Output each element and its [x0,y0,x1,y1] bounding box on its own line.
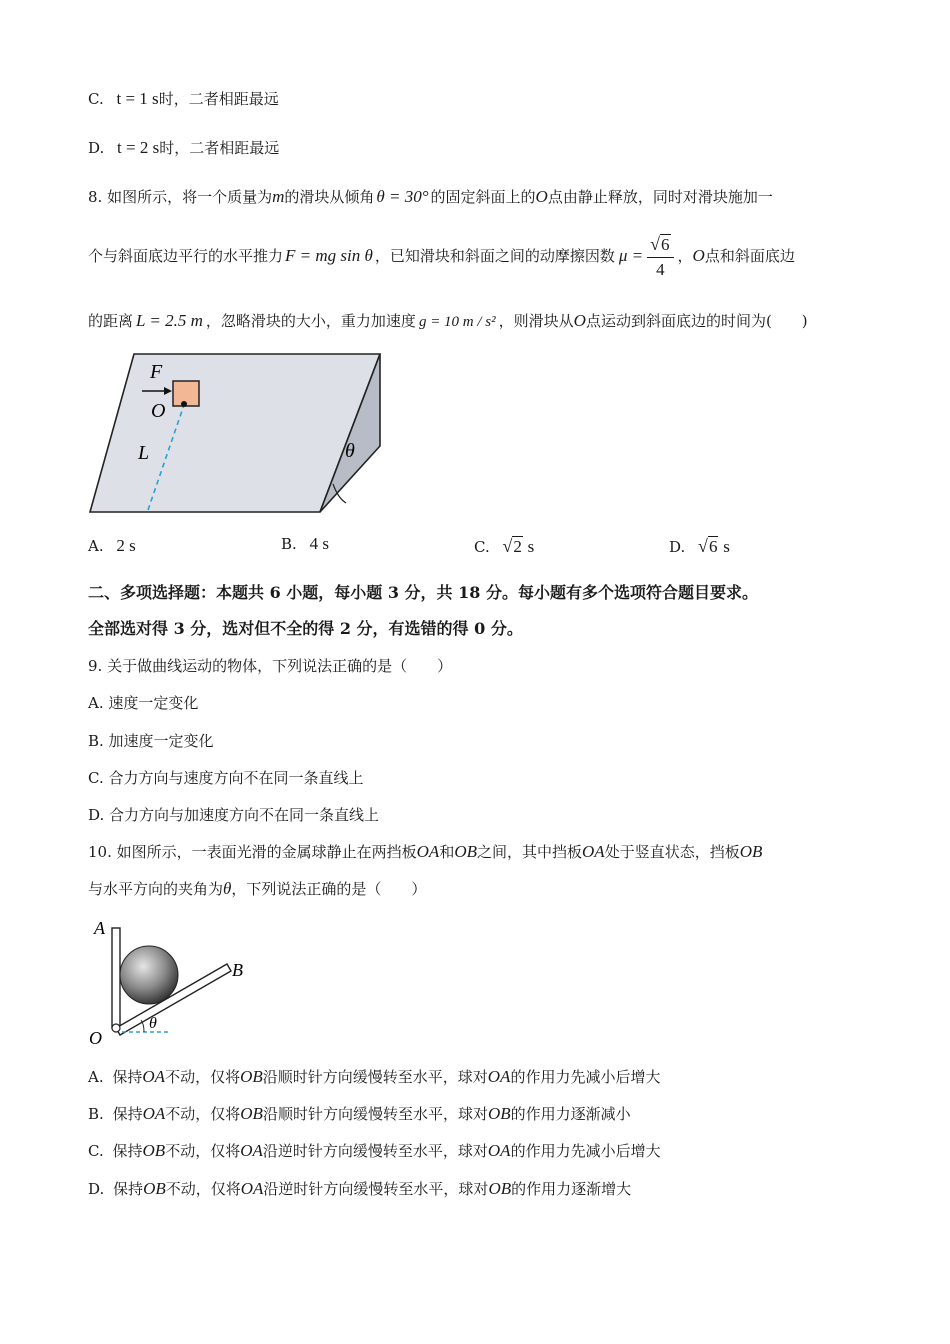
text: 个与斜面底边平行的水平推力 [88,247,284,265]
option-math: t = 2 s [117,138,160,157]
q10-option-d [88,1178,631,1199]
math: OB [143,1179,166,1198]
option-label: C. [88,90,104,108]
sqrt-sign: √ [698,536,708,556]
text: 点和斜面底边 [704,247,795,265]
text: 处于竖直状态，挡板 [604,843,740,861]
q9-option-c: C. 合力方向与速度方向不在同一条直线上 [88,769,364,787]
math-theta: θ [223,879,232,898]
text: 10. 如图所示，一表面光滑的金属球静止在两挡板 [88,843,417,861]
option-label: C. [88,1142,104,1160]
q8-stem-line3 [88,310,808,331]
q9-option-b: B. 加速度一定变化 [88,732,214,750]
text: ， [677,247,693,265]
option-unit: s [527,537,535,556]
q8-option-c [474,536,534,557]
metal-ball [120,946,178,1004]
fraction-denominator: 4 [656,260,665,279]
text: 的作用力先减小后增大 [510,1068,661,1086]
math: OA [142,1104,166,1123]
q7-option-d [88,137,279,158]
hinge-O [112,1024,120,1032]
math-OB: OB [739,842,763,861]
math: OA [240,1141,263,1160]
math: OA [240,1179,264,1198]
text: ，已知滑块和斜面之间的动摩擦因数 [374,247,615,265]
text: 不动，仅将 [165,1068,241,1086]
math-mu: μ = [618,246,644,265]
text: 不动，仅将 [165,1142,241,1160]
math-O: O [535,187,548,206]
q9-stem: 9. 关于做曲线运动的物体，下列说法正确的是（ ） [88,657,453,675]
math-OA: OA [416,842,440,861]
text: 保持 [113,1180,144,1198]
math-OB: OB [454,842,477,861]
option-label: D. [669,538,686,556]
section2-heading-line2: 全部选对得 3 分，选对但不全的得 2 分，有选错的得 0 分。 [88,619,523,638]
sqrt-sign: √ [650,234,661,254]
q9-option-a: A. 速度一定变化 [88,694,199,712]
math-O: O [692,246,705,265]
option-text: 时，二者相距最远 [158,90,279,108]
text: 保持 [112,1068,143,1086]
section2-heading-line1: 二、多项选择题：本题共 6 小题，每小题 3 分，共 18 分。每小题有多个选项符合题目要求。 [88,583,758,602]
text: 和 [439,843,455,861]
text: 点运动到斜面底边的时间为( ) [585,312,808,330]
math-L: L = 2.5 m [136,311,203,330]
label-theta: θ [149,1015,157,1032]
option-math: t = 1 s [116,89,159,108]
text: 的作用力逐渐减小 [510,1105,631,1123]
q8-option-a [88,536,136,556]
label-B: B [232,960,243,980]
text: 保持 [112,1105,143,1123]
radicand: 6 [708,537,718,556]
text: 之间，其中挡板 [477,843,583,861]
label-O: O [151,400,166,422]
q8-option-d [669,536,730,557]
option-label: B. [281,535,297,553]
text: 与水平方向的夹角为 [88,880,224,898]
text: 的距离 [88,312,134,330]
text: 不动，仅将 [165,1105,241,1123]
option-label: C. [474,538,490,556]
plate-OA [112,928,120,1028]
math: OA [487,1067,511,1086]
text: 的作用力先减小后增大 [510,1142,661,1160]
math: OA [487,1141,511,1160]
math: OB [142,1141,166,1160]
mu-fraction [647,234,673,280]
math-theta: θ = 30° [376,187,429,206]
q7-option-c [88,88,279,109]
option-value: 2 s [116,536,136,555]
text: 的作用力逐渐增大 [511,1180,632,1198]
math-OA: OA [582,842,605,861]
text: ，下列说法正确的是（ ） [231,880,427,898]
option-label: D. [88,1180,105,1198]
q8-stem-line1 [88,186,773,207]
q10-stem-line2 [88,878,426,899]
math: OA [142,1067,166,1086]
label-O: O [89,1028,102,1048]
q10-stem-line1 [88,841,762,862]
math-g: g = 10 m / s² [418,314,496,330]
math-m: m [272,187,285,206]
text: ，则滑块从 [498,312,574,330]
sqrt-sign: √ [502,536,513,556]
text: 保持 [112,1142,143,1160]
q10-plates-figure [86,912,266,1052]
label-L: L [138,442,150,464]
q10-option-b [88,1103,631,1124]
text: 沿逆时针方向缓慢转至水平，球对 [262,1142,488,1160]
label-F: F [150,361,163,383]
text: 点由静止释放，同时对滑块施加一 [547,188,773,206]
option-label: A. [88,537,104,555]
label-theta: θ [345,440,355,462]
option-label: B. [88,1105,104,1123]
math: OB [488,1179,512,1198]
q10-option-a [88,1066,660,1087]
option-label: D. [88,139,105,157]
q10-option-c [88,1140,661,1161]
q9-option-d: D. 合力方向与加速度方向不在同一条直线上 [88,806,380,824]
text: ，忽略滑块的大小，重力加速度 [205,312,416,330]
text: 的固定斜面上的 [430,188,536,206]
q8-incline-figure [86,350,386,520]
point-O-dot [181,401,187,407]
option-unit: s [723,537,730,556]
option-text: 时，二者相距最远 [159,139,280,157]
math: OB [487,1104,511,1123]
math: OB [240,1104,263,1123]
text: 沿顺时针方向缓慢转至水平，球对 [262,1105,488,1123]
option-value: 4 s [309,534,329,553]
math-F: F = mg sin θ [285,246,373,265]
text: 沿顺时针方向缓慢转至水平，球对 [262,1068,488,1086]
label-A: A [94,918,105,938]
math: OB [240,1067,263,1086]
q8-stem-line2 [88,234,795,280]
radicand: 6 [661,235,670,254]
text: 的滑块从倾角 [284,188,375,206]
option-label: A. [88,1068,104,1086]
text: 8. 如图所示，将一个质量为 [88,188,273,206]
fraction-numerator [647,234,673,258]
radicand: 2 [513,537,522,556]
q8-option-b [281,534,329,554]
text: 沿逆时针方向缓慢转至水平，球对 [263,1180,489,1198]
text: 不动，仅将 [165,1180,241,1198]
math-O: O [573,311,586,330]
